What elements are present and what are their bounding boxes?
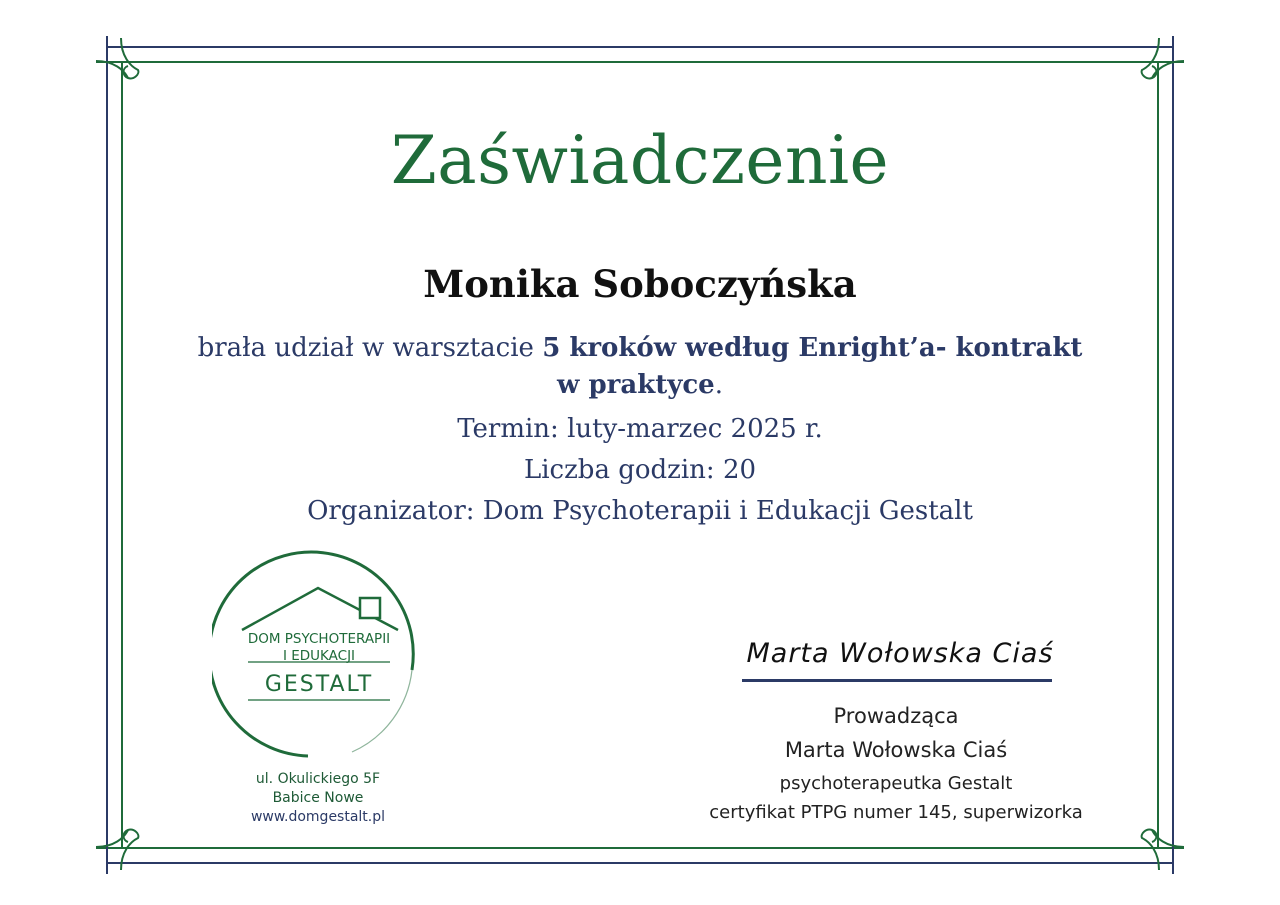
logo-line3: GESTALT — [264, 672, 374, 697]
border-line-bottom — [96, 847, 1184, 849]
certificate-title: Zaświadczenie — [390, 122, 890, 199]
handwritten-signature: Marta Wołowska Ciaś — [746, 638, 1054, 669]
signatory-credentials: certyfikat PTPG numer 145, superwizorka — [709, 802, 1083, 823]
corner-flourish-icon — [94, 822, 144, 872]
workshop-title-line2: w praktyce — [557, 370, 715, 400]
organization-logo — [212, 550, 426, 764]
corner-flourish-icon — [94, 36, 144, 86]
participation-text — [190, 330, 1090, 404]
signatory-profession: psychoterapeutka Gestalt — [779, 773, 1013, 794]
signatory-name: Marta Wołowska Ciaś — [784, 738, 1008, 762]
address-street: ul. Okulickiego 5F — [255, 771, 381, 787]
logo-line2: I EDUKACJI — [282, 648, 356, 664]
signature-line — [742, 679, 1052, 682]
signatory-role: Prowadząca — [833, 704, 959, 728]
house-icon — [242, 588, 398, 630]
logo-line1: DOM PSYCHOTERAPII — [247, 631, 391, 647]
corner-flourish-icon — [1136, 822, 1186, 872]
corner-flourish-icon — [1136, 36, 1186, 86]
organizer-text: Organizator: Dom Psychoterapii i Edukacji Gestalt — [307, 496, 973, 526]
website-link[interactable]: www.domgestalt.pl — [250, 809, 386, 825]
participation-prefix: brała udział w warsztacie — [197, 333, 543, 363]
address-city: Babice Nowe — [272, 790, 364, 806]
period-suffix: . — [714, 370, 723, 400]
recipient-name: Monika Soboczyńska — [423, 262, 857, 306]
workshop-title-line1: 5 kroków według Enright’a- kontrakt — [542, 333, 1083, 363]
term-text: Termin: luty-marzec 2025 r. — [457, 414, 823, 444]
border-line-top — [96, 61, 1184, 63]
hours-text: Liczba godzin: 20 — [523, 455, 757, 485]
